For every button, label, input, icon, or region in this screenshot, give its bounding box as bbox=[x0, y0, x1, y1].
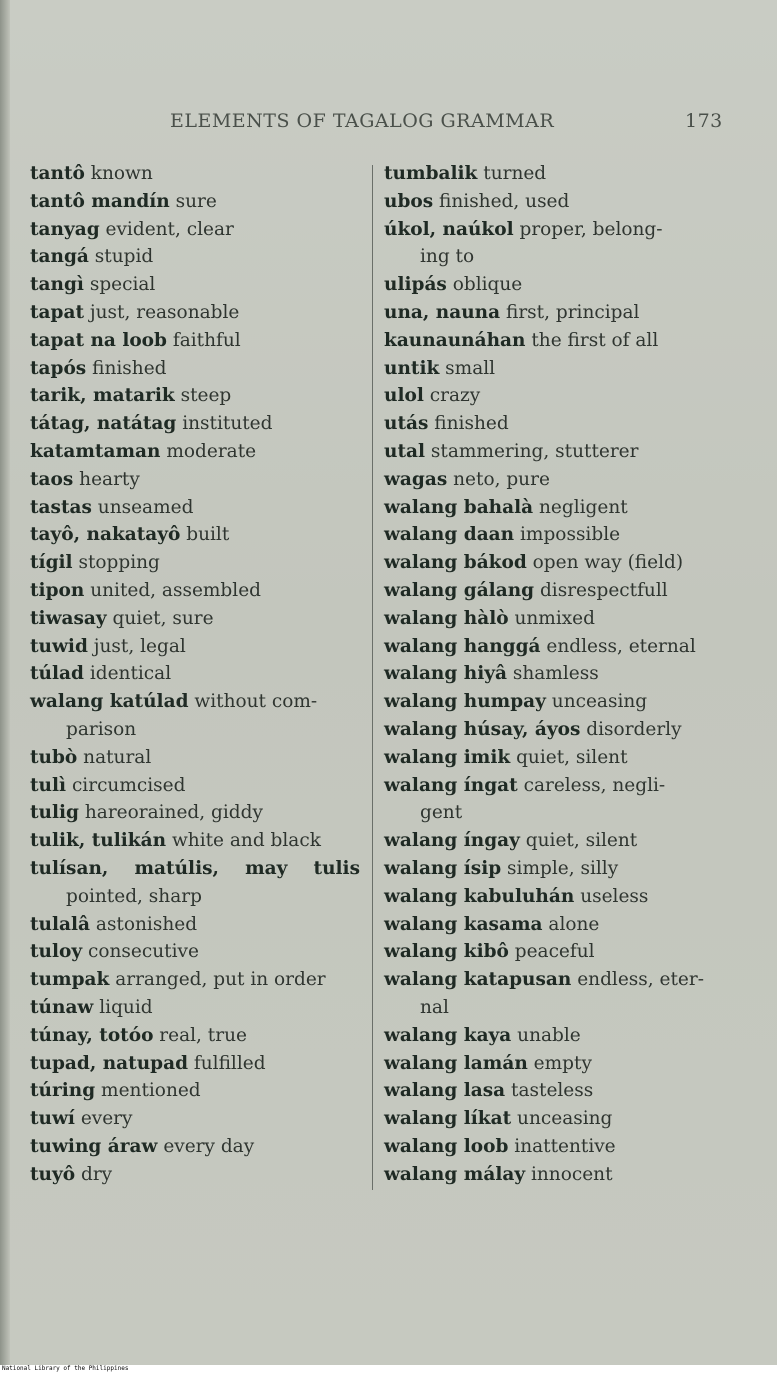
entry-definition: innocent bbox=[525, 1163, 613, 1185]
entry-continuation: gent bbox=[420, 802, 463, 824]
page-number: 173 bbox=[685, 110, 723, 132]
entry-definition: faithful bbox=[166, 329, 241, 351]
entry-definition: unceasing bbox=[511, 1108, 613, 1130]
dictionary-entry bbox=[30, 438, 360, 466]
dictionary-entry bbox=[30, 410, 360, 438]
entry-definition: disrespectfull bbox=[534, 579, 668, 601]
entry-definition: every day bbox=[157, 1135, 255, 1157]
entry-headword: utal bbox=[384, 440, 426, 462]
entry-definition: first, principal bbox=[500, 301, 640, 323]
entry-line bbox=[384, 410, 724, 438]
entry-definition: arranged, put in order bbox=[109, 969, 326, 991]
dictionary-entry bbox=[30, 799, 360, 827]
entry-headword: ulol bbox=[384, 385, 424, 407]
entry-headword: tuloy bbox=[30, 941, 83, 963]
entry-headword: tangì bbox=[30, 274, 84, 296]
entry-definition: the first of all bbox=[525, 329, 659, 351]
entry-headword: tumbalik bbox=[384, 163, 478, 184]
entry-line bbox=[384, 521, 724, 549]
dictionary-entry bbox=[30, 494, 360, 522]
entry-headword: utás bbox=[384, 413, 429, 435]
entry-headword: walang katapusan bbox=[384, 969, 572, 991]
entry-definition: sure bbox=[169, 190, 217, 212]
entry-definition: turned bbox=[477, 163, 547, 184]
entry-line bbox=[384, 577, 724, 605]
dictionary-entry bbox=[30, 521, 360, 549]
dictionary-entry bbox=[384, 772, 724, 828]
entry-line bbox=[30, 438, 360, 466]
entry-headword: walang katúlad bbox=[30, 691, 189, 713]
entry-line bbox=[384, 1133, 724, 1161]
entry-line bbox=[384, 382, 724, 410]
entry-definition: special bbox=[83, 274, 156, 296]
entry-definition: quiet, sure bbox=[106, 607, 214, 629]
entry-line bbox=[30, 327, 360, 355]
dictionary-entry bbox=[384, 577, 724, 605]
dictionary-entry bbox=[384, 633, 724, 661]
entry-line bbox=[384, 911, 724, 939]
entry-headword: túlad bbox=[30, 663, 84, 685]
dictionary-entry bbox=[30, 1161, 360, 1189]
entry-definition: quiet, silent bbox=[510, 746, 628, 768]
entry-definition: liquid bbox=[93, 996, 153, 1018]
entry-line bbox=[30, 160, 360, 188]
right-column bbox=[384, 160, 724, 1188]
entry-line bbox=[30, 827, 360, 855]
entry-headword: walang málay bbox=[384, 1163, 526, 1185]
entry-headword: walang kabuluhán bbox=[384, 885, 575, 907]
entry-line bbox=[384, 716, 724, 744]
entry-definition: steep bbox=[174, 385, 232, 407]
dictionary-entry bbox=[30, 243, 360, 271]
entry-continuation: nal bbox=[420, 996, 449, 1018]
entry-line bbox=[30, 521, 360, 549]
entry-headword: tarik, matarik bbox=[30, 385, 175, 407]
entry-line bbox=[384, 1105, 724, 1133]
entry-definition: real, true bbox=[153, 1024, 247, 1046]
entry-line bbox=[384, 549, 724, 577]
entry-headword: walang hiyâ bbox=[384, 663, 507, 685]
entry-headword: tanyag bbox=[30, 218, 100, 240]
dictionary-entry bbox=[30, 633, 360, 661]
entry-definition: white and black bbox=[166, 830, 321, 852]
page-header bbox=[0, 110, 777, 138]
entry-definition: identical bbox=[83, 663, 172, 685]
entry-definition: evident, clear bbox=[99, 218, 234, 240]
dictionary-entry bbox=[30, 1022, 360, 1050]
entry-definition: careless, negli- bbox=[517, 774, 666, 796]
dictionary-entry bbox=[30, 1105, 360, 1133]
entry-headword: tapat bbox=[30, 301, 85, 323]
entry-definition: hareorained, giddy bbox=[79, 802, 263, 824]
dictionary-entry bbox=[384, 1050, 724, 1078]
entry-definition: tasteless bbox=[505, 1080, 594, 1102]
entry-definition: without com- bbox=[188, 691, 318, 713]
entry-definition: alone bbox=[542, 913, 600, 935]
entry-line bbox=[384, 938, 724, 966]
left-column bbox=[30, 160, 360, 1188]
dictionary-entry bbox=[384, 605, 724, 633]
entry-headword: tantô bbox=[30, 163, 85, 184]
entry-headword: walang húsay, áyos bbox=[384, 718, 581, 740]
entry-line bbox=[30, 410, 360, 438]
dictionary-entry bbox=[30, 299, 360, 327]
entry-definition: simple, silly bbox=[501, 857, 619, 879]
entry-line bbox=[30, 799, 360, 827]
dictionary-entry bbox=[384, 549, 724, 577]
entry-headword: walang kasama bbox=[384, 913, 543, 935]
entry-line bbox=[30, 549, 360, 577]
entry-headword: tuwid bbox=[30, 635, 88, 657]
entry-line bbox=[384, 1022, 724, 1050]
entry-definition: unceasing bbox=[545, 691, 648, 713]
entry-line bbox=[384, 438, 724, 466]
dictionary-entry bbox=[30, 466, 360, 494]
entry-headword: tuwí bbox=[30, 1108, 75, 1130]
entry-definition: open way (field) bbox=[526, 552, 684, 574]
entry-definition: peaceful bbox=[508, 941, 595, 963]
entry-headword: walang bahalà bbox=[384, 496, 534, 518]
entry-definition: astonished bbox=[90, 913, 198, 935]
entry-headword: tulik, tulikán bbox=[30, 830, 167, 852]
entry-definition: fulfilled bbox=[188, 1052, 266, 1074]
entry-definition: just, reasonable bbox=[84, 301, 240, 323]
entry-continuation: pointed, sharp bbox=[66, 885, 202, 907]
entry-headword: tupad, natupad bbox=[30, 1052, 189, 1074]
dictionary-entry bbox=[384, 327, 724, 355]
entry-definition: unable bbox=[511, 1024, 581, 1046]
entry-line bbox=[384, 494, 724, 522]
entry-headword: untik bbox=[384, 357, 440, 379]
entry-definition: hearty bbox=[73, 468, 140, 490]
entry-line bbox=[384, 466, 724, 494]
dictionary-entry bbox=[30, 827, 360, 855]
entry-definition: impossible bbox=[514, 524, 621, 546]
dictionary-entry bbox=[30, 577, 360, 605]
entry-headword: walang imik bbox=[384, 746, 511, 768]
entry-headword: walang humpay bbox=[384, 691, 546, 713]
entry-headword: túring bbox=[30, 1080, 96, 1102]
entry-headword: walang ísip bbox=[384, 857, 502, 879]
entry-line bbox=[384, 1161, 724, 1189]
dictionary-entry bbox=[384, 355, 724, 383]
entry-headword: tulalâ bbox=[30, 913, 91, 935]
dictionary-entry bbox=[30, 605, 360, 633]
entry-headword: taos bbox=[30, 468, 74, 490]
entry-line bbox=[30, 633, 360, 661]
entry-line bbox=[30, 1050, 360, 1078]
entry-headword: walang líkat bbox=[384, 1108, 512, 1130]
entry-line bbox=[384, 855, 724, 883]
entry-headword: úkol, naúkol bbox=[384, 218, 514, 240]
entry-line bbox=[384, 827, 724, 855]
dictionary-entry bbox=[30, 660, 360, 688]
entry-line bbox=[30, 772, 360, 800]
entry-definition: built bbox=[180, 524, 230, 546]
running-head: ELEMENTS OF TAGALOG GRAMMAR bbox=[170, 110, 555, 132]
dictionary-entry bbox=[384, 494, 724, 522]
dictionary-entry bbox=[384, 716, 724, 744]
entry-line bbox=[384, 660, 724, 688]
entry-definition: circumcised bbox=[66, 774, 186, 796]
entry-headword: tangá bbox=[30, 246, 89, 268]
dictionary-entry bbox=[384, 855, 724, 883]
entry-line bbox=[30, 216, 360, 244]
entry-line bbox=[30, 577, 360, 605]
entry-line bbox=[30, 1161, 360, 1189]
entry-definition: oblique bbox=[446, 274, 523, 296]
dictionary-entry bbox=[30, 744, 360, 772]
entry-line bbox=[30, 466, 360, 494]
entry-definition: shamless bbox=[506, 663, 599, 685]
entry-line bbox=[384, 327, 724, 355]
dictionary-entry bbox=[384, 1133, 724, 1161]
entry-headword: walang kaya bbox=[384, 1024, 512, 1046]
entry-headword: walang íngat bbox=[384, 774, 518, 796]
dictionary-entry bbox=[30, 549, 360, 577]
dictionary-entry bbox=[384, 688, 724, 716]
entry-line bbox=[384, 355, 724, 383]
entry-definition: stopping bbox=[72, 552, 160, 574]
entry-line bbox=[384, 966, 724, 994]
dictionary-entry bbox=[384, 160, 724, 188]
entry-headword: tuyô bbox=[30, 1163, 76, 1185]
dictionary-entry bbox=[384, 521, 724, 549]
entry-line bbox=[30, 1105, 360, 1133]
entry-headword: walang kibô bbox=[384, 941, 509, 963]
entry-line bbox=[30, 355, 360, 383]
entry-definition: stammering, stutterer bbox=[425, 440, 639, 462]
entry-definition: known bbox=[84, 163, 153, 184]
entry-headword: tiwasay bbox=[30, 607, 107, 629]
library-credit: National Library of the Philippines bbox=[2, 1365, 129, 1372]
entry-headword: walang loob bbox=[384, 1135, 509, 1157]
entry-line bbox=[384, 633, 724, 661]
dictionary-entry bbox=[30, 355, 360, 383]
dictionary-entry bbox=[384, 744, 724, 772]
entry-line bbox=[30, 660, 360, 688]
dictionary-entry bbox=[384, 271, 724, 299]
entry-line bbox=[30, 911, 360, 939]
dictionary-entry bbox=[384, 938, 724, 966]
entry-definition: stupid bbox=[88, 246, 154, 268]
entry-headword: ulipás bbox=[384, 274, 447, 296]
entry-continuation: ing to bbox=[420, 246, 475, 268]
entry-definition: dry bbox=[75, 1163, 113, 1185]
entry-line bbox=[30, 1133, 360, 1161]
entry-headword: kaunaunáhan bbox=[384, 329, 526, 351]
entry-headword: tapós bbox=[30, 357, 87, 379]
entry-line bbox=[30, 605, 360, 633]
entry-line bbox=[30, 688, 360, 716]
entry-line bbox=[30, 188, 360, 216]
entry-headword: tapat na loob bbox=[30, 329, 167, 351]
entry-line bbox=[384, 605, 724, 633]
entry-definition: empty bbox=[527, 1052, 592, 1074]
dictionary-entry bbox=[30, 966, 360, 994]
entry-definition: mentioned bbox=[95, 1080, 201, 1102]
entry-definition: quiet, silent bbox=[519, 830, 638, 852]
dictionary-entry bbox=[384, 299, 724, 327]
dictionary-entry bbox=[30, 1077, 360, 1105]
entry-definition: finished bbox=[86, 357, 167, 379]
dictionary-entry bbox=[384, 911, 724, 939]
dictionary-entry bbox=[384, 438, 724, 466]
dictionary-entry bbox=[384, 466, 724, 494]
entry-line bbox=[30, 938, 360, 966]
entry-definition: unmixed bbox=[508, 607, 595, 629]
entry-line bbox=[384, 772, 724, 800]
entry-line bbox=[384, 216, 724, 244]
entry-line bbox=[30, 855, 360, 883]
entry-headword: ubos bbox=[384, 190, 434, 212]
entry-headword: tayô, nakatayô bbox=[30, 524, 181, 546]
entry-line bbox=[30, 744, 360, 772]
entry-definition: moderate bbox=[160, 440, 257, 462]
dictionary-entry bbox=[30, 1133, 360, 1161]
entry-headword: tumpak bbox=[30, 969, 110, 991]
dictionary-entry bbox=[384, 883, 724, 911]
entry-line bbox=[384, 744, 724, 772]
entry-definition: endless, eternal bbox=[540, 635, 696, 657]
dictionary-entry bbox=[384, 660, 724, 688]
page-spine-shadow bbox=[0, 0, 10, 1365]
entry-definition: proper, belong- bbox=[513, 218, 663, 240]
entry-headword: walang daan bbox=[384, 524, 515, 546]
entry-line bbox=[30, 299, 360, 327]
entry-headword: walang hanggá bbox=[384, 635, 541, 657]
dictionary-entry bbox=[384, 410, 724, 438]
dictionary-entry bbox=[30, 772, 360, 800]
entry-definition: disorderly bbox=[580, 718, 682, 740]
entry-definition: natural bbox=[77, 746, 152, 768]
entry-line bbox=[30, 243, 360, 271]
dictionary-entry bbox=[30, 911, 360, 939]
dictionary-entry bbox=[30, 855, 360, 911]
entry-headword: tátag, natátag bbox=[30, 413, 177, 435]
entry-definition: endless, eter- bbox=[571, 969, 704, 991]
entry-definition: every bbox=[74, 1108, 133, 1130]
entry-definition: small bbox=[439, 357, 496, 379]
dictionary-entry bbox=[384, 966, 724, 1022]
entry-headword: walang lamán bbox=[384, 1052, 528, 1074]
entry-line bbox=[384, 1050, 724, 1078]
entry-definition: neto, pure bbox=[447, 468, 550, 490]
entry-definition: finished, used bbox=[433, 190, 570, 212]
dictionary-entry bbox=[30, 1050, 360, 1078]
entry-definition: united, assembled bbox=[84, 579, 261, 601]
entry-line bbox=[384, 883, 724, 911]
dictionary-entry bbox=[384, 1022, 724, 1050]
entry-headword: túnay, totóo bbox=[30, 1024, 154, 1046]
entry-headword: walang bákod bbox=[384, 552, 527, 574]
entry-headword: una, nauna bbox=[384, 301, 501, 323]
dictionary-entry bbox=[30, 688, 360, 744]
entry-line bbox=[384, 188, 724, 216]
entry-headword: túnaw bbox=[30, 996, 94, 1018]
entry-headword: tubò bbox=[30, 746, 78, 768]
entry-line bbox=[30, 494, 360, 522]
dictionary-entry bbox=[30, 382, 360, 410]
footer bbox=[0, 1365, 777, 1373]
entry-headword: tuwing áraw bbox=[30, 1135, 158, 1157]
dictionary-entry bbox=[384, 1161, 724, 1189]
entry-headword: tulì bbox=[30, 774, 67, 796]
entry-line bbox=[384, 299, 724, 327]
entry-headword: tulig bbox=[30, 802, 79, 824]
entry-headword: walang gálang bbox=[384, 579, 535, 601]
dictionary-entry bbox=[384, 216, 724, 272]
entry-definition: crazy bbox=[423, 385, 481, 407]
dictionary-entry bbox=[30, 160, 360, 188]
entry-headword: walang íngay bbox=[384, 830, 520, 852]
entry-headword: tulísan, matúlis, may tulis bbox=[30, 857, 360, 879]
entry-line bbox=[30, 1022, 360, 1050]
entry-line bbox=[384, 160, 724, 188]
entry-definition: finished bbox=[428, 413, 509, 435]
dictionary-entry bbox=[30, 994, 360, 1022]
dictionary-entry bbox=[384, 827, 724, 855]
entry-line bbox=[384, 271, 724, 299]
entry-line bbox=[30, 1077, 360, 1105]
entry-line bbox=[384, 688, 724, 716]
dictionary-entry bbox=[30, 188, 360, 216]
entry-definition: instituted bbox=[176, 413, 273, 435]
entry-headword: tantô mandín bbox=[30, 190, 170, 212]
entry-definition: useless bbox=[574, 885, 649, 907]
dictionary-entry bbox=[30, 938, 360, 966]
dictionary-entry bbox=[384, 1105, 724, 1133]
dictionary-entry bbox=[384, 188, 724, 216]
entry-line bbox=[30, 271, 360, 299]
entry-line bbox=[30, 382, 360, 410]
dictionary-entry bbox=[384, 382, 724, 410]
entry-line bbox=[30, 966, 360, 994]
entry-headword: katamtaman bbox=[30, 440, 161, 462]
entry-line bbox=[30, 994, 360, 1022]
dictionary-entry bbox=[384, 1077, 724, 1105]
column-divider bbox=[372, 165, 373, 1190]
dictionary-entry bbox=[30, 327, 360, 355]
entry-headword: tipon bbox=[30, 579, 85, 601]
entry-definition: negligent bbox=[533, 496, 628, 518]
dictionary-entry bbox=[30, 216, 360, 244]
entry-headword: wagas bbox=[384, 468, 448, 490]
dictionary-entry bbox=[30, 271, 360, 299]
entry-definition: just, legal bbox=[87, 635, 186, 657]
entry-headword: tastas bbox=[30, 496, 92, 518]
entry-definition: unseamed bbox=[91, 496, 194, 518]
entry-definition: inattentive bbox=[508, 1135, 616, 1157]
entry-headword: walang hàlò bbox=[384, 607, 509, 629]
entry-line bbox=[384, 1077, 724, 1105]
entry-headword: tígil bbox=[30, 552, 73, 574]
entry-definition: consecutive bbox=[82, 941, 199, 963]
entry-continuation: parison bbox=[66, 718, 137, 740]
entry-headword: walang lasa bbox=[384, 1080, 506, 1102]
